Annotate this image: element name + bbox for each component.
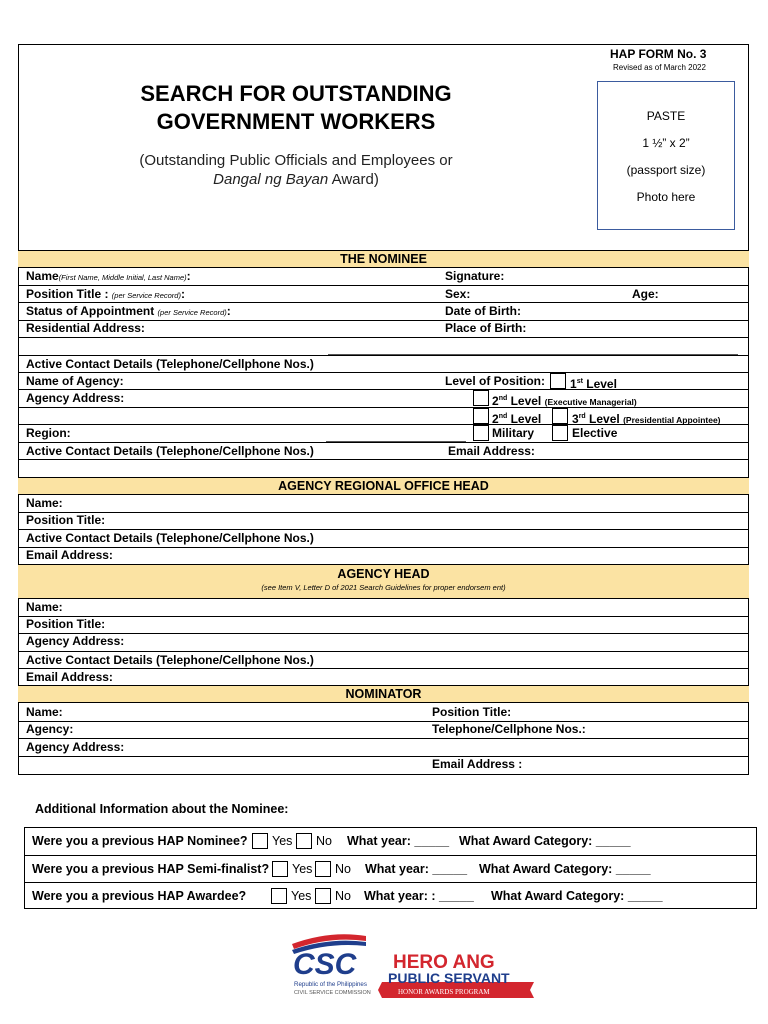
photo-size: 1 ½” x 2” (642, 136, 690, 150)
row-divider (18, 616, 749, 617)
no-checkbox[interactable] (315, 888, 331, 904)
title-line-2: GOVERNMENT WORKERS (156, 109, 436, 134)
regional-email-label[interactable]: Email Address: (26, 548, 113, 562)
row-divider (18, 389, 749, 390)
category-field[interactable]: What Award Category: _____ (491, 889, 663, 903)
pob-label[interactable]: Place of Birth: (445, 321, 527, 335)
row-divider (18, 355, 749, 356)
presidential-hint: (Presidential Appointee) (623, 415, 721, 425)
yes-checkbox[interactable] (271, 888, 287, 904)
row-divider (18, 529, 749, 530)
no-checkbox[interactable] (296, 833, 312, 849)
military-checkbox[interactable] (473, 425, 489, 441)
yes-label: Yes (272, 834, 293, 848)
agency-head-note: (see Item V, Letter D of 2021 Search Guidelines for proper endorsem ent) (261, 583, 506, 592)
year-field[interactable]: What year: _____ (365, 862, 468, 876)
name-colon: : (186, 269, 191, 283)
head-name-label[interactable]: Name: (26, 600, 63, 614)
status-label[interactable] (26, 304, 231, 320)
row-divider (18, 442, 749, 443)
category-field[interactable]: What Award Category: _____ (459, 834, 631, 848)
regional-position-label[interactable]: Position Title: (26, 513, 106, 527)
question-text: Were you a previous HAP Nominee? (32, 834, 248, 848)
question-text: Were you a previous HAP Semi-finalist? (32, 862, 270, 876)
head-address-label[interactable]: Agency Address: (26, 634, 125, 648)
additional-row (25, 828, 756, 855)
contact2-label[interactable]: Active Contact Details (Telephone/Cellphone Nos.) (26, 444, 314, 458)
exec-managerial-hint: (Executive Managerial) (544, 397, 637, 407)
additional-table (24, 827, 757, 909)
name-hint: (First Name, Middle Initial, Last Name) (58, 273, 187, 282)
dob-label[interactable]: Date of Birth: (445, 304, 521, 318)
public-servant-text: PUBLIC SERVANT (388, 970, 510, 986)
no-label: No (316, 834, 332, 848)
row-divider (18, 668, 749, 669)
category-field[interactable]: What Award Category: _____ (479, 862, 651, 876)
nominator-email-label[interactable]: Email Address : (432, 757, 523, 771)
row-divider (18, 512, 749, 513)
photo-here: Photo here (636, 190, 696, 204)
position-label[interactable] (26, 287, 185, 303)
level1-sup: st (576, 378, 583, 385)
elective-label: Elective (572, 426, 618, 440)
level3-num: 3 (572, 412, 579, 426)
regional-heading: AGENCY REGIONAL OFFICE HEAD (18, 477, 749, 495)
level2-word: Level (507, 394, 542, 408)
head-contact-label[interactable]: Active Contact Details (Telephone/Cellphone Nos.) (26, 653, 314, 667)
question-text: Were you a previous HAP Awardee? (32, 889, 247, 903)
nominator-address-label[interactable]: Agency Address: (26, 740, 125, 754)
csc-text: CSC (293, 948, 357, 981)
level2b-word: Level (507, 412, 542, 426)
agency-name-label[interactable]: Name of Agency: (26, 374, 124, 388)
nominator-name-label[interactable]: Name: (26, 705, 63, 719)
age-label[interactable]: Age: (632, 287, 659, 301)
elective-checkbox[interactable] (552, 425, 568, 441)
yes-label: Yes (292, 862, 313, 876)
level1-num: 1 (570, 377, 577, 391)
additional-row (25, 855, 756, 882)
csc-sub1: Republic of the Philippines (294, 981, 367, 988)
nominee-name-label[interactable] (26, 269, 191, 285)
nominee-heading: THE NOMINEE (18, 250, 749, 268)
form-title (86, 80, 506, 136)
no-label: No (335, 862, 351, 876)
additional-row (25, 882, 756, 909)
level1-checkbox[interactable] (550, 373, 566, 389)
row-divider (18, 337, 749, 338)
no-label: No (335, 889, 351, 903)
year-field[interactable]: What year: _____ (347, 834, 450, 848)
additional-heading: Additional Information about the Nominee: (35, 802, 289, 816)
nominator-position-label[interactable]: Position Title: (432, 705, 512, 719)
year-field[interactable]: What year: : _____ (364, 889, 474, 903)
military-label: Military (492, 426, 535, 440)
agency-head-heading: AGENCY HEAD (337, 567, 430, 581)
level3-sup: rd (578, 413, 586, 420)
photo-passport: (passport size) (626, 163, 706, 177)
subtitle-line-1: (Outstanding Public Officials and Employees or (139, 152, 453, 169)
level2-sup: nd (498, 395, 508, 402)
level1-word: Level (582, 377, 617, 391)
form-number: HAP FORM No. 3 (610, 47, 707, 61)
no-checkbox[interactable] (315, 861, 331, 877)
position-text: Position Title : (26, 287, 112, 301)
name-text: Name (26, 269, 59, 283)
level-of-position-label: Level of Position: (445, 374, 546, 388)
yes-checkbox[interactable] (252, 833, 268, 849)
title-line-1: SEARCH FOR OUTSTANDING (140, 81, 452, 106)
level2-checkbox[interactable] (473, 408, 489, 424)
regional-name-label[interactable]: Name: (26, 496, 63, 510)
logos (290, 928, 540, 1006)
csc-sub2: CIVIL SERVICE COMMISSION (294, 990, 371, 996)
head-position-label[interactable]: Position Title: (26, 617, 106, 631)
row-divider (18, 651, 749, 652)
residential-address-label[interactable]: Residential Address: (26, 321, 145, 335)
row-divider (18, 547, 749, 548)
contact-underline (328, 354, 738, 355)
yes-checkbox[interactable] (272, 861, 288, 877)
nominator-heading: NOMINATOR (18, 685, 749, 703)
photo-box[interactable] (597, 81, 735, 230)
subtitle-line-2 (86, 170, 506, 189)
row-divider (18, 285, 749, 286)
row-divider (18, 756, 749, 757)
form-subtitle (86, 151, 506, 189)
level2b-num: 2 (492, 412, 499, 426)
photo-paste: PASTE (646, 109, 686, 123)
row-divider (18, 633, 749, 634)
level3-checkbox[interactable] (552, 408, 568, 424)
regional-contact-label[interactable]: Active Contact Details (Telephone/Cellphone Nos.) (26, 531, 314, 545)
level2-exec-checkbox[interactable] (473, 390, 489, 406)
csc-logo-graphic (290, 928, 540, 1006)
row-divider (18, 721, 749, 722)
row-divider (18, 738, 749, 739)
subtitle-italic: Dangal ng Bayan (213, 171, 329, 188)
status-text: Status of Appointment (26, 304, 158, 318)
head-email-label[interactable]: Email Address: (26, 670, 113, 684)
yes-label: Yes (291, 889, 312, 903)
honor-awards-text: HONOR AWARDS PROGRAM (398, 988, 490, 996)
agency-head-band (18, 564, 749, 599)
nominator-phone-label[interactable]: Telephone/Cellphone Nos.: (432, 722, 586, 736)
row-divider (18, 459, 749, 460)
status-hint: (per Service Record) (157, 308, 227, 317)
level2b-sup: nd (498, 413, 508, 420)
level2-label (492, 409, 541, 427)
subtitle-rest: Award) (328, 171, 379, 188)
position-hint: (per Service Record) (111, 291, 181, 300)
region-underline (326, 441, 466, 442)
level2-num: 2 (492, 394, 499, 408)
row-divider (18, 372, 749, 373)
hero-text: HERO ANG (393, 952, 495, 973)
row-divider (18, 407, 749, 408)
agency-address-label[interactable]: Agency Address: (26, 391, 125, 405)
revision-date: Revised as of March 2022 (613, 63, 706, 72)
level3-word: Level (585, 412, 620, 426)
sex-label[interactable]: Sex: (445, 287, 471, 301)
region-label[interactable]: Region: (26, 426, 71, 440)
nominator-agency-label[interactable]: Agency: (26, 722, 74, 736)
position-colon: : (180, 287, 185, 301)
level1-label (570, 374, 617, 392)
contact-label[interactable]: Active Contact Details (Telephone/Cellphone Nos.) (26, 357, 314, 371)
status-colon: : (226, 304, 231, 318)
signature-label[interactable]: Signature: (445, 269, 505, 283)
email-label[interactable]: Email Address: (448, 444, 535, 458)
